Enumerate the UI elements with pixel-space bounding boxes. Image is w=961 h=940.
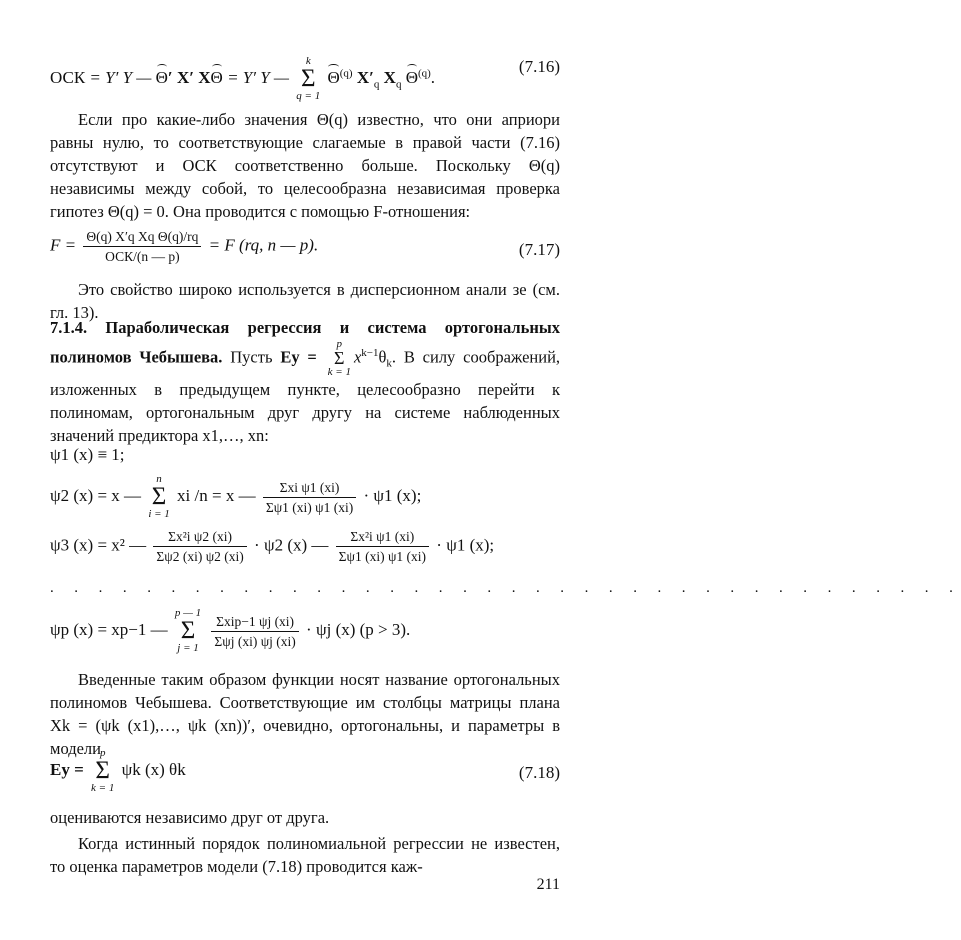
paragraph-3: Введенные таким образом функции носят название ортогональных полиномов Чебышева. Соответствующие им столбцы матрицы плана Xk = (ψk (x1),…, ψk (xn))′, очевидно, ортогональны, и параметры в модели [50, 670, 560, 758]
equation-7-17 [50, 228, 560, 272]
xq-prime: X′ [356, 67, 374, 87]
theta-hat-2: Θ [210, 67, 223, 87]
theta-hat-q2: Θ [405, 67, 418, 87]
psi-1: ψ1 (x) ≡ 1; [50, 445, 125, 464]
eq-rhs: = F (rq, n — p). [208, 235, 319, 255]
equation-7-18: Ey = p Σ k = 1 ψk (x) θk (7.18) [50, 747, 560, 794]
psi-2: ψ2 (x) = x — n Σ i = 1 xi /n = x — $\frac{\text{Σxi ψ1 (xi)}}{\Sigma\psi 1 (xi) \psi 1 (xi)}$ · ψ1 (x); [50, 473, 422, 520]
section-text: . В силу соображений, изложенных в предыдущем пункте, целесообразно перейти к полиномам, ортогональным друг другу на системе наблюденных значений предиктора x1,…, xn: [50, 347, 561, 445]
paragraph-2: Это свойство широко используется в дисперсионном анали зе (см. гл. 13). [50, 280, 560, 322]
fraction-denominator: ОСК/(n — p) [105, 249, 180, 264]
eq-mid1: = Y′ Y — [85, 67, 156, 87]
eq-mid3: = Y′ Y — [222, 67, 294, 87]
ellipsis-row: . . . . . . . . . . . . . . . . . . . . . . . . . . . . . . . . . . . . . . [50, 580, 961, 596]
fraction-numerator: Θ(q) X′q Xq Θ(q)/rq [83, 228, 201, 247]
xq: X [383, 67, 396, 87]
sum-symbol: p — 1 Σ j = 1 [174, 607, 202, 654]
sum-symbol: n Σ i = 1 [148, 473, 170, 520]
ey-symbol: Ey = [280, 347, 317, 367]
sum-symbol: p Σ k = 1 [327, 338, 351, 378]
section-7-1-4: 7.1.4. Параболическая регрессия и система ортогональных полиномов Чебышева. Пусть Ey = p Σ k = 1 $x^{k-1}\theta_k$. В силу соображений, изложенных в предыдущем пункте, целесообразно перейти к полиномам, ортогональным друг другу на системе наблюденных значений предиктора x1,…, xn: [50, 318, 561, 445]
paragraph-5: Когда истинный порядок полиномиальной регрессии не известен, то оценка параметров модели (7.18) проводится каж- [50, 834, 560, 876]
equation-number: (7.18) [518, 763, 560, 782]
eq-mid2: ′ X′ X [167, 67, 211, 87]
psi3-fraction-1: $\frac{\text{Σx²i ψ2 (xi)}}{\Sigma\psi 2 (xi) \psi 2 (xi)}$ [153, 528, 246, 565]
psip-fraction: $\frac{\text{Σxip−1 ψj (xi)}}{\text{Σψj (xi) ψj (xi)}}$ [211, 613, 298, 650]
psi-3: ψ3 (x) = x² — $\frac{\text{Σx²i ψ2 (xi)}}{\Sigma\psi 2 (xi) \psi 2 (xi)}$ · ψ2 (x) — $\frac{\text{Σx²i ψ1 (xi)}}{\Sigma\psi 1 (xi) \psi 1 (xi)}$ · ψ1 (x); [50, 529, 495, 564]
eq-lhs: F = [50, 235, 77, 255]
equation-7-16: ОСК = Y′ Y — Θ′ X′ XΘ = Y′ Y — k Σ q = 1 $\Theta^{(q)}$ $X'_q$ $X_q$ $\Theta^{(q)}$. (7.16) [50, 55, 560, 102]
equation-number: (7.17) [518, 240, 560, 259]
psi2-fraction: $\frac{\text{Σxi ψ1 (xi)}}{\Sigma\psi 1 (xi) \psi 1 (xi)}$ [263, 479, 356, 516]
f-ratio-fraction [83, 228, 201, 265]
equation-number: (7.16) [518, 57, 560, 76]
section-heading: 7.1.4. Параболическая регрессия и система ортогональных полиномов Чебышева. [50, 318, 560, 367]
psi-p: ψp (x) = xp−1 — p — 1 Σ j = 1 $\frac{\text{Σxip−1 ψj (xi)}}{\text{Σψj (xi) ψj (xi)}}$ · ψj (x) (p > 3). [50, 607, 411, 654]
sum-symbol: p Σ k = 1 [91, 747, 115, 794]
psi3-fraction-2: $\frac{\text{Σx²i ψ1 (xi)}}{\Sigma\psi 1 (xi) \psi 1 (xi)}$ [336, 528, 429, 565]
sum-symbol: k Σ q = 1 [296, 55, 321, 102]
theta-hat: Θ [155, 67, 168, 87]
paragraph-1: Если про какие-либо значения Θ(q) известно, что они априори равны нулю, то соответствующие слагаемые в правой части (7.16) отсутствуют и ОСК соответственно больше. Поскольку Θ(q) независимы между собой, то целесообразна независимая проверка гипотез Θ(q) = 0. Она проводится с помощью F-отношения: [50, 110, 560, 221]
paragraph-4: оцениваются независимо друг от друга. [50, 808, 330, 827]
theta-hat-q: Θ [327, 67, 340, 87]
eq-lhs: ОСК [50, 67, 86, 87]
page-number: 211 [536, 876, 560, 893]
